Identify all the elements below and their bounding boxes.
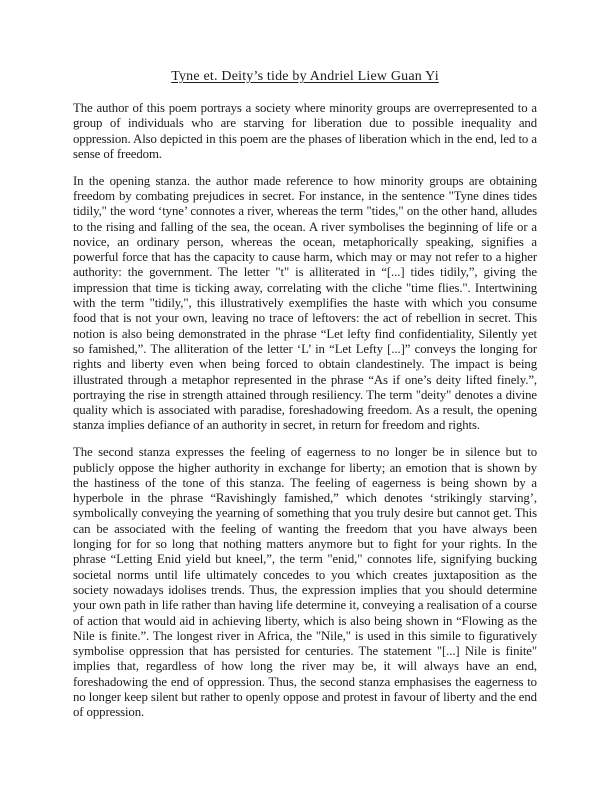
document-title: Tyne et. Deity’s tide by Andriel Liew Guan Yi — [171, 69, 439, 84]
paragraph-introduction: The author of this poem portrays a society where minority groups are overrepresented to a group of individuals who are starving for liberation due to possible inequality and oppression. Also depicted in this poem are the phases of liberation which in the end, led to a sense of freedom. — [73, 101, 537, 161]
paragraph-second-stanza-analysis: The second stanza expresses the feeling of eagerness to no longer be in silence but to publicly oppose the higher authority in exchange for liberty; an emotion that is shown by the hastiness of the tone of this stanza. The feeling of eagerness is being shown by a hyperbole in the phrase “Ravishingly famished,” which denotes ‘strikingly starving’, symbolically conveying the yearning of something that you truly desire but cannot get. This can be associated with the feeling of wanting the freedom that you have always been longing for for so long that nothing matters anymore but to fight for your rights. In the phrase “Letting Enid yield but kneel,”, the term "enid," connotes life, signifying bucking societal norms until life ultimately concedes to you which creates juxtaposition as the society nowadays idolises trends. Thus, the expression implies that you should determine your own path in life rather than having life determine it, conveying a realisation of a course of action that would aid in achieving liberty, which is also being shown in “Flowing as the Nile is finite.”. The longest river in Africa, the "Nile," is used in this simile to figuratively symbolise oppression that has persisted for centuries. The statement "[...] Nile is finite" implies that, regardless of how long the river may be, it will always have an end, foreshadowing the end of oppression. Thus, the second stanza emphasises the eagerness to no longer keep silent but rather to openly oppose and protest in favour of liberty and the end of oppression. — [73, 445, 537, 720]
paragraph-opening-stanza-analysis: In the opening stanza. the author made reference to how minority groups are obtaining freedom by combating prejudices in secret. For instance, in the sentence "Tyne dines tides tidily," the word ‘tyne’ connotes a river, whereas the term "tides," on the other hand, alludes to the rising and falling of the sea, the ocean. A river symbolises the beginning of life or a novice, an ordinary person, whereas the ocean, metaphorically speaking, signifies a powerful force that has the capacity to cause harm, which may or may not refer to a higher authority: the government. The letter "t" is alliterated in “[...] tides tidily,”, giving the impression that time is ticking away, correlating with the cliche "time flies.". Intertwining with the term "tidily,", this illustratively exemplifies the haste with which you consume food that is not your own, leaving no trace of leftovers: the act of rebellion in secret. This notion is also being demonstrated in the phrase “Let lefty find confidentiality, Silently yet so famished,”. The alliteration of the letter ‘L’ in “Let Lefty [...]” conveys the longing for rights and liberty even when being forced to obtain clandestinely. The impact is being illustrated through a metaphor represented in the phrase “As if one’s deity lifted finely.”, portraying the rise in strength attained through resiliency. The term "deity" denotes a divine quality which is associated with paradise, foreshadowing freedom. As a result, the opening stanza implies defiance of an authority in secret, in return for freedom and rights. — [73, 173, 537, 433]
